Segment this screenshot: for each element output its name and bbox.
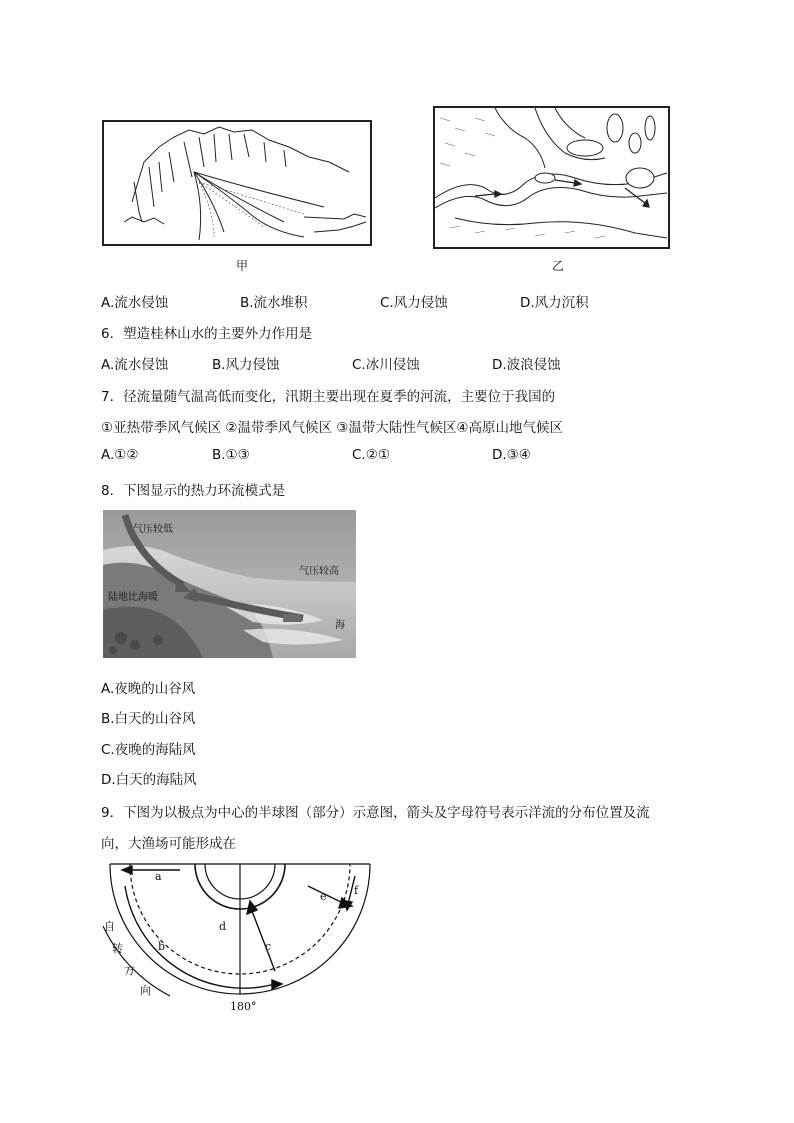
label-sea: 海: [335, 620, 345, 631]
label-rotation-2: 转: [112, 942, 123, 955]
figure-yi-caption: 乙: [552, 259, 565, 273]
q7-stem: 7．径流量随气温高低而变化，汛期主要出现在夏季的河流，主要位于我国的: [101, 389, 556, 405]
q8-option-b[interactable]: B.白天的山谷风: [101, 711, 196, 727]
q6-stem: 6．塑造桂林山水的主要外力作用是: [101, 326, 313, 342]
q6-option-d[interactable]: D.波浪侵蚀: [492, 357, 561, 373]
label-rotation-3: 方: [124, 964, 135, 977]
q8-option-a[interactable]: A.夜晚的山谷风: [101, 681, 196, 697]
q6-option-c[interactable]: C.冰川侵蚀: [352, 357, 420, 373]
figure-jia-caption: 甲: [236, 259, 249, 273]
q7-option-a[interactable]: A.①②: [101, 447, 139, 463]
figure-sea-breeze: [103, 510, 356, 658]
figure-yi: [433, 106, 670, 249]
q7-regions: ①亚热带季风气候区 ②温带季风气候区 ③温带大陆性气候区④高原山地气候区: [101, 420, 563, 436]
q7-option-b[interactable]: B.①③: [212, 447, 250, 463]
q5-option-a[interactable]: A.流水侵蚀: [101, 295, 169, 311]
q7-option-c[interactable]: C.②①: [352, 447, 390, 463]
label-180-longitude: 180°: [230, 1000, 257, 1013]
q8-stem: 8．下图显示的热力环流模式是: [101, 483, 286, 499]
label-f: f: [354, 884, 359, 897]
q5-option-d[interactable]: D.风力沉积: [520, 295, 589, 311]
alluvial-fan-sketch: [104, 122, 370, 244]
delta-sketch: [435, 108, 668, 247]
label-e: e: [320, 890, 327, 903]
label-d: d: [219, 920, 227, 933]
label-a: a: [155, 870, 162, 883]
q8-option-c[interactable]: C.夜晚的海陆风: [101, 742, 196, 758]
label-c: c: [265, 940, 272, 953]
label-high-pressure: 气压较高: [299, 566, 339, 577]
q6-option-a[interactable]: A.流水侵蚀: [101, 357, 169, 373]
q8-option-d[interactable]: D.白天的海陆风: [101, 772, 197, 788]
label-rotation-1: 自: [104, 920, 115, 933]
figure-ocean-currents: [100, 856, 380, 1018]
q5-option-b[interactable]: B.流水堆积: [240, 295, 308, 311]
q5-option-c[interactable]: C.风力侵蚀: [380, 295, 448, 311]
label-low-pressure: 气压较低: [133, 524, 173, 535]
q9-stem-line1: 9．下图为以极点为中心的半球图（部分）示意图，箭头及字母符号表示洋流的分布位置及流: [101, 805, 650, 821]
label-rotation-4: 向: [140, 984, 151, 997]
q7-option-d[interactable]: D.③④: [492, 447, 531, 463]
label-b: b: [158, 940, 166, 953]
q6-option-b[interactable]: B.风力侵蚀: [212, 357, 280, 373]
q9-stem-line2: 向，大渔场可能形成在: [101, 836, 236, 852]
figure-jia: [102, 120, 372, 246]
label-land-warmer: 陆地比海暖: [108, 592, 158, 603]
